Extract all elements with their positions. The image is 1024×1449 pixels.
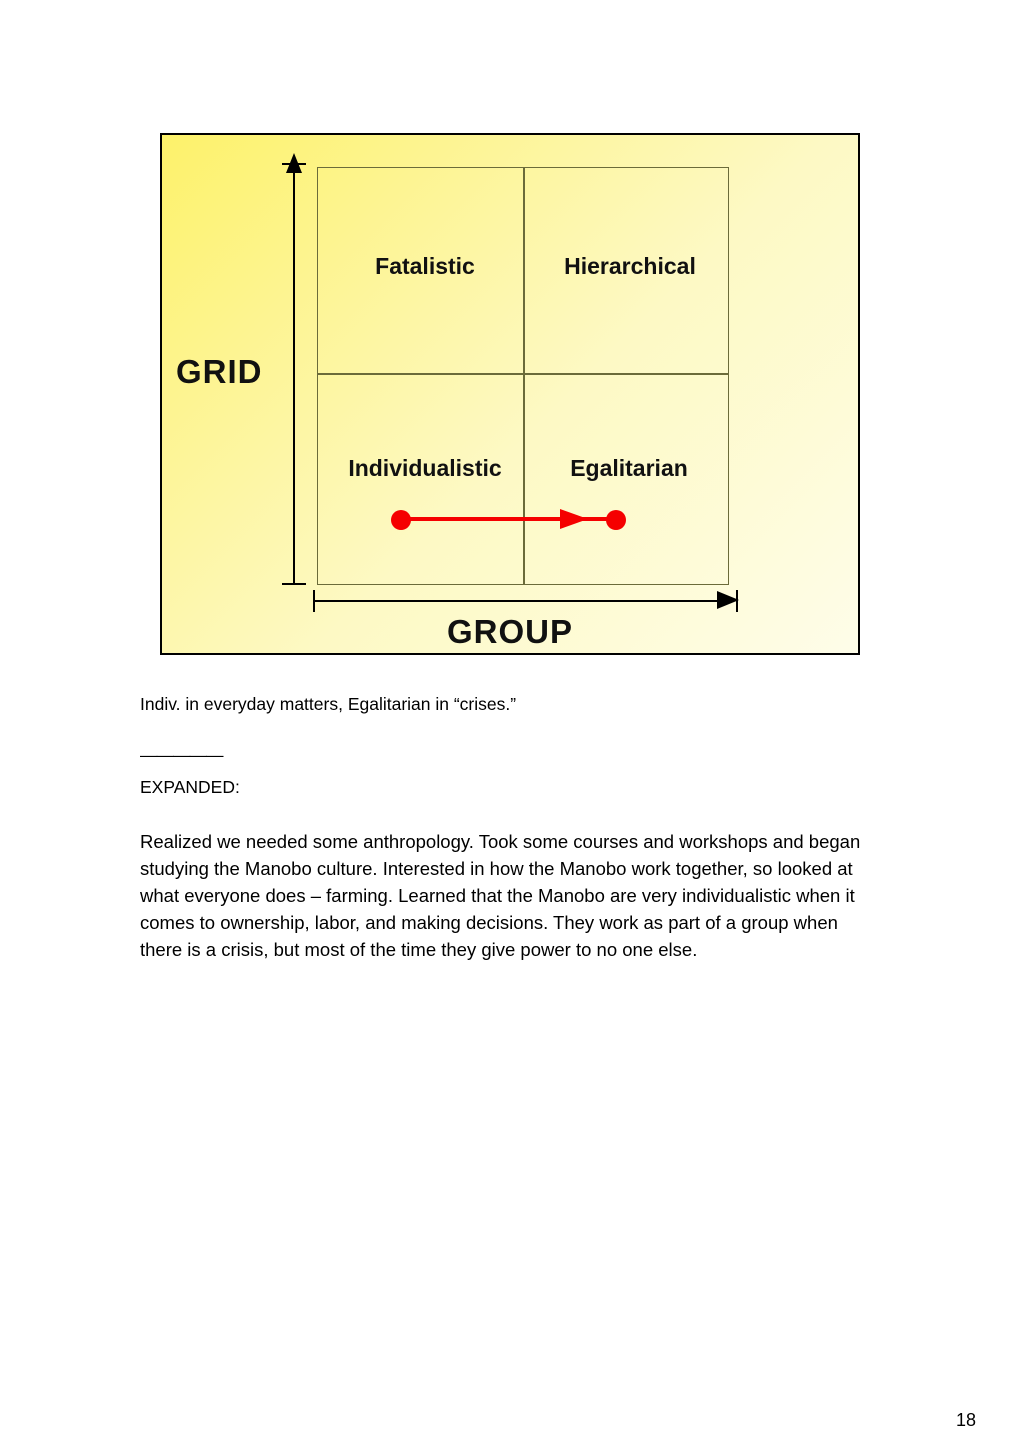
vertical-axis-top-cap (282, 163, 306, 165)
quadrant-label-fatalistic: Fatalistic (375, 253, 475, 279)
diagram-caption: Indiv. in everyday matters, Egalitarian in “crises.” (140, 694, 517, 714)
section-divider: ————— (140, 745, 223, 765)
grid-group-diagram (160, 133, 860, 655)
quadrant-label-egalitarian: Egalitarian (570, 455, 688, 481)
quadrant-label-individualistic: Individualistic (348, 455, 502, 481)
vertical-axis-bottom-cap (282, 583, 306, 585)
page-number: 18 (956, 1410, 977, 1430)
quadrant-vertical-divider (523, 167, 525, 585)
quadrant-label-hierarchical: Hierarchical (564, 253, 696, 279)
horizontal-axis-line (314, 600, 729, 602)
y-axis-label: GRID (176, 353, 263, 390)
x-axis-label: GROUP (447, 613, 574, 650)
expanded-heading: EXPANDED: (140, 777, 240, 797)
horizontal-axis-right-cap (736, 590, 738, 612)
body-paragraph: Realized we needed some anthropology. Took some courses and workshops and began studying the Manobo culture. Interested in how the Manobo work together, so looked at what everyone does – farming. Learned that the Manobo are very individualistic when it comes to ownership, labor, and making decisions. They work as part of a group when there is a crisis, but most of the time they give power to no one else. (140, 831, 861, 960)
horizontal-axis-left-cap (313, 590, 315, 612)
vertical-axis-line (293, 165, 295, 585)
transition-arrow-head-icon (560, 509, 588, 529)
marker-dot-egalitarian (606, 510, 626, 530)
quadrant-horizontal-divider (317, 373, 729, 375)
